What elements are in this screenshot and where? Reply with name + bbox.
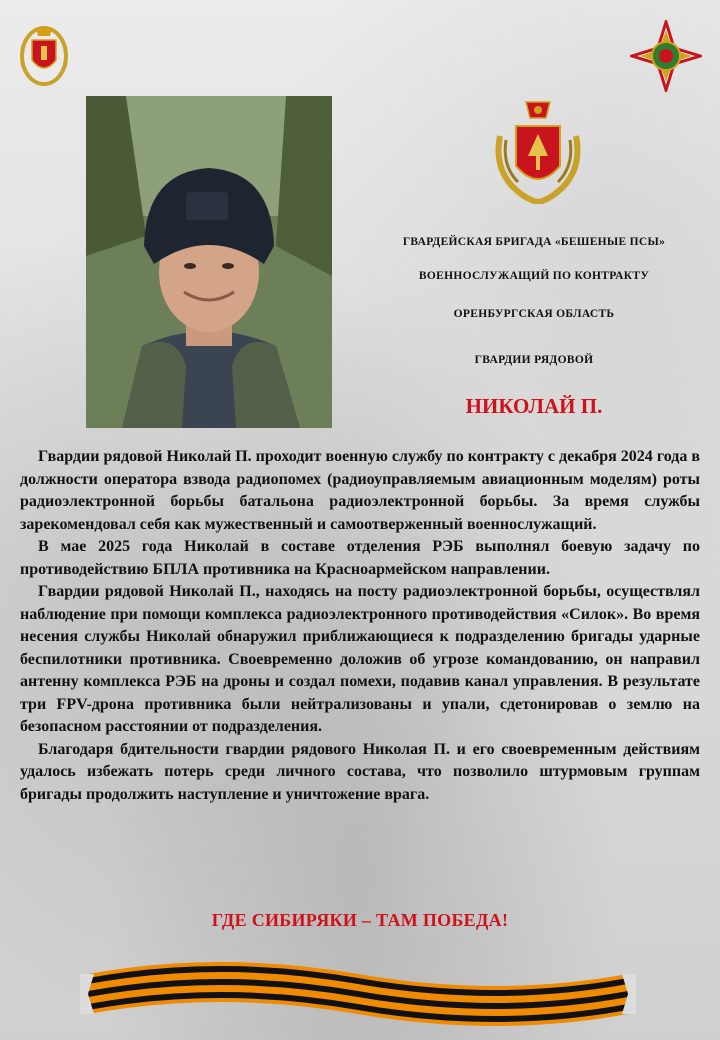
paragraph-1: Гвардии рядовой Николай П. проходит военную службу по контракту с декабря 2024 года в должности оператора взвода радиопомех (радиоуправляемым авиационным моделям) роты радиоэлектронной борьбы батальона радиоэлектронной борьбы. За время службы зарекомендовал себя как мужественный и самоотверженный военнослужащий. [20, 448, 700, 533]
brigade-emblem-icon [492, 96, 584, 204]
paragraph-4: Благодаря бдительности гвардии рядового Николая П. и его своевременным действиям удалось избежать потерь среди личного состава, что позволило штурмовым группам бригады продолжить наступление и уничтожение врага. [20, 740, 700, 803]
regional-emblem-icon [20, 22, 68, 86]
brigade-title: ГВАРДЕЙСКАЯ БРИГАДА «БЕШЕНЫЕ ПСЫ» [402, 236, 666, 248]
story-text [20, 446, 700, 806]
paragraph-2: В мае 2025 года Николай в составе отделения РЭБ выполнял боевую задачу по противодействию БПЛА противника на Красноармейском направлении. [20, 538, 700, 578]
paragraph-3: Гвардии рядовой Николай П., находясь на посту радиоэлектронной борьбы, осуществлял наблюдение при помощи комплекса радиоэлектронного противодействия «Силок». Во время несения службы Николай обнаружил приближающиеся к подразделению бригады ударные беспилотники противника. Своевременно доложив об угрозе командованию, он направил антенну комплекса РЭБ на дроны и создал помехи, подавив канал управления. В результате три FPV-дрона противника были нейтрализованы и упали, сдетонировав о землю на безопасном расстоянии от подразделения. [20, 583, 700, 735]
service-type: ВОЕННОСЛУЖАЩИЙ ПО КОНТРАКТУ [418, 270, 650, 282]
order-cross-emblem-icon [630, 20, 702, 92]
region: ОРЕНБУРГСКАЯ ОБЛАСТЬ [453, 308, 615, 320]
st-george-ribbon [80, 944, 636, 1030]
slogan: ГДЕ СИБИРЯКИ – ТАМ ПОБЕДА! [211, 910, 509, 930]
soldier-name: НИКОЛАЙ П. [465, 394, 603, 418]
soldier-photo [86, 96, 332, 428]
rank: ГВАРДИИ РЯДОВОЙ [474, 354, 594, 366]
